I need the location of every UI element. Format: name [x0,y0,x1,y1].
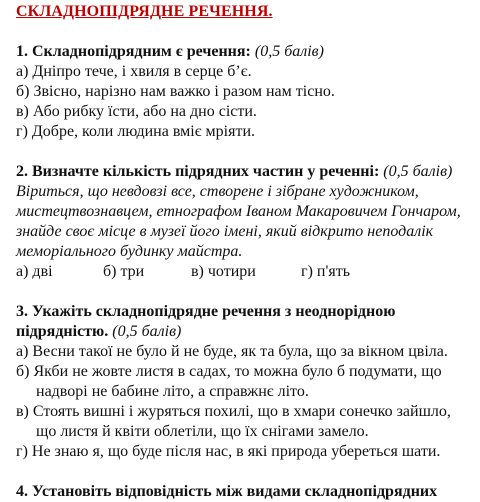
q2-option-b: б) три [103,263,145,280]
q2-sentence-line-3: знайде своє місце в музеї його імені, який відкрито неподалік [16,223,434,240]
q1-option-c: в) Або рибку їсти, або на дно сісти. [16,103,257,120]
question-2-heading [16,162,476,182]
question-3 [16,302,476,462]
question-4 [16,482,476,502]
document-page [16,0,476,502]
q1-option-a: а) Дніпро тече, і хвиля в серце б’є. [16,63,252,80]
question-1-points: (0,5 балів) [254,43,324,60]
q3-option-a: а) Весни такої не було й не буде, як та була, що за вікном цвіла. [16,343,448,360]
question-3-heading-line-2 [16,322,476,342]
question-1-text: 1. Складнопідрядним є речення: [16,43,251,60]
q1-option-b: б) Звісно, нарізно нам важко і разом нам тісно. [16,83,335,100]
document-title: СКЛАДНОПІДРЯДНЕ РЕЧЕННЯ. [16,3,273,20]
question-2-text: 2. Визначте кількість підрядних частин у реченні: [16,163,380,180]
question-3-text-2: підрядністю. [16,323,109,340]
q2-option-c: в) чотири [191,263,256,280]
q3-option-b: б) Якби не жовте листя в садах, то можна було б подумати, що [16,363,442,380]
q3-option-b-continued: надворі не бабине літо, а справжнє літо. [36,383,309,400]
q2-option-d: г) п'ять [301,263,350,280]
q3-option-c: в) Стоять вишні і журяться похилі, що в хмари сонечко зайшло, [16,403,451,420]
question-4-heading: 4. Установіть відповідність між видами складнопідрядних [16,483,438,500]
q2-option-a: а) дві [16,263,53,280]
q3-option-d: г) Не знаю я, що буде після нас, в які природа убереться шати. [16,443,441,460]
q3-option-c-continued: що листя й квіти облетіли, що їх снігами замело. [36,423,369,440]
q1-option-d: г) Добре, коли людина вміє мріяти. [16,123,256,140]
question-3-heading-line-1: 3. Укажіть складнопідрядне речення з неоднорідною [16,303,396,320]
q2-sentence-line-1: Віриться, що невдовзі все, створене і зібране художником, [16,183,419,200]
q2-sentence-line-4: меморіального будинку майстра. [16,243,243,260]
question-1 [16,42,476,142]
question-3-points: (0,5 балів) [112,323,182,340]
q2-sentence-line-2: мистецтвознавцем, етнографом Іваном Макаровичем Гончаром, [16,203,461,220]
question-2-points: (0,5 балів) [383,163,453,180]
q2-options [16,262,476,282]
question-1-heading [16,42,476,62]
question-2 [16,162,476,282]
